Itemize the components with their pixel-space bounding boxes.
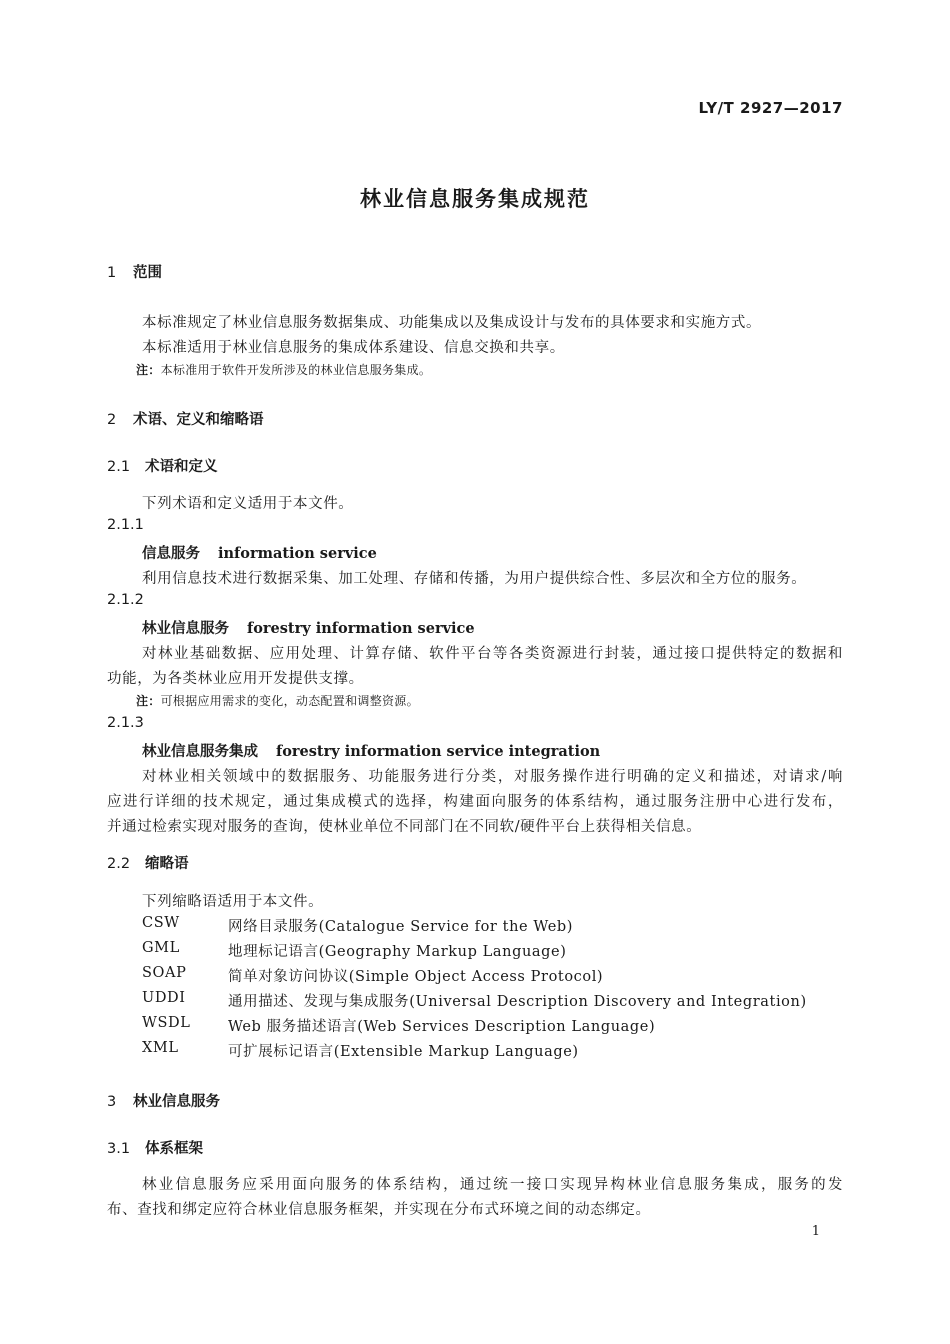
standard-code: LY/T 2927—2017 — [698, 99, 843, 117]
term-entry — [142, 740, 600, 761]
term-number: 2.1.3 — [107, 715, 144, 731]
term-definition-line: 功能，为各类林业应用开发提供支撑。 — [107, 671, 364, 687]
abbr-desc: 简单对象访问协议(Simple Object Access Protocol) — [228, 969, 604, 985]
section-title: 术语、定义和缩略语 — [133, 412, 264, 428]
abbr-desc: 可扩展标记语言(Extensible Markup Language) — [228, 1044, 579, 1060]
abbr-desc: Web 服务描述语言(Web Services Description Language) — [228, 1019, 656, 1035]
section-title: 林业信息服务 — [133, 1094, 220, 1110]
note-label: 注： — [136, 694, 161, 708]
section-number: 2 — [107, 412, 117, 428]
document-title: 林业信息服务集成规范 — [360, 187, 590, 211]
subsection-3-1-heading — [107, 1137, 203, 1158]
term-cn: 林业信息服务 — [142, 621, 229, 637]
subsection-2-2-heading — [107, 852, 189, 873]
paragraph: 本标准规定了林业信息服务数据集成、功能集成以及集成设计与发布的具体要求和实施方式。 — [142, 315, 762, 331]
section-3-heading — [107, 1090, 220, 1111]
paragraph: 下列缩略语适用于本文件。 — [142, 894, 324, 910]
section-number: 3 — [107, 1094, 117, 1110]
subsection-title: 缩略语 — [145, 856, 189, 872]
abbr-code: CSW — [142, 915, 180, 931]
note-text: 本标准用于软件开发所涉及的林业信息服务集成。 — [160, 363, 432, 377]
subsection-2-1-heading — [107, 455, 218, 476]
note-label: 注： — [136, 363, 161, 377]
term-cn: 信息服务 — [142, 546, 200, 562]
paragraph: 下列术语和定义适用于本文件。 — [142, 496, 354, 512]
subsection-title: 体系框架 — [145, 1141, 203, 1157]
abbr-code: SOAP — [142, 965, 187, 981]
section-title: 范围 — [133, 265, 162, 281]
page-number: 1 — [811, 1224, 820, 1239]
abbr-code: UDDI — [142, 990, 186, 1006]
section-2-heading — [107, 408, 264, 429]
subsection-number: 3.1 — [107, 1141, 131, 1157]
abbr-code: WSDL — [142, 1015, 191, 1031]
note-text: 可根据应用需求的变化，动态配置和调整资源。 — [160, 694, 419, 708]
abbr-code: GML — [142, 940, 180, 956]
section-number: 1 — [107, 265, 117, 281]
term-en: forestry information service integration — [276, 743, 601, 760]
term-cn: 林业信息服务集成 — [142, 744, 258, 760]
abbr-code: XML — [142, 1040, 179, 1056]
abbr-desc: 网络目录服务(Catalogue Service for the Web) — [228, 919, 574, 935]
abbr-desc: 地理标记语言(Geography Markup Language) — [228, 944, 567, 960]
term-definition-line: 对林业相关领域中的数据服务、功能服务进行分类，对服务操作进行明确的定义和描述，对请求/响 — [142, 769, 843, 785]
note — [136, 361, 431, 378]
abbr-desc: 通用描述、发现与集成服务(Universal Description Discovery and Integration) — [228, 994, 807, 1010]
term-en: forestry information service — [247, 620, 475, 637]
term-entry — [142, 542, 377, 563]
paragraph-line: 布、查找和绑定应符合林业信息服务框架，并实现在分布式环境之间的动态绑定。 — [107, 1202, 651, 1218]
subsection-number: 2.1 — [107, 459, 131, 475]
term-entry — [142, 617, 475, 638]
subsection-number: 2.2 — [107, 856, 131, 872]
paragraph-line: 林业信息服务应采用面向服务的体系结构，通过统一接口实现异构林业信息服务集成，服务的发 — [142, 1177, 843, 1193]
section-1-heading — [107, 261, 162, 282]
term-number: 2.1.2 — [107, 592, 144, 608]
paragraph: 本标准适用于林业信息服务的集成体系建设、信息交换和共享。 — [142, 340, 565, 356]
term-definition: 利用信息技术进行数据采集、加工处理、存储和传播，为用户提供综合性、多层次和全方位的服务。 — [142, 571, 807, 587]
term-definition-line: 应进行详细的技术规定，通过集成模式的选择，构建面向服务的体系结构，通过服务注册中心进行发布， — [107, 794, 843, 810]
term-en: information service — [218, 545, 377, 562]
term-definition-line: 对林业基础数据、应用处理、计算存储、软件平台等各类资源进行封装，通过接口提供特定的数据和 — [142, 646, 843, 662]
term-number: 2.1.1 — [107, 517, 144, 533]
term-definition-line: 并通过检索实现对服务的查询，使林业单位不同部门在不同软/硬件平台上获得相关信息。 — [107, 819, 702, 835]
note — [136, 692, 419, 709]
subsection-title: 术语和定义 — [145, 459, 218, 475]
